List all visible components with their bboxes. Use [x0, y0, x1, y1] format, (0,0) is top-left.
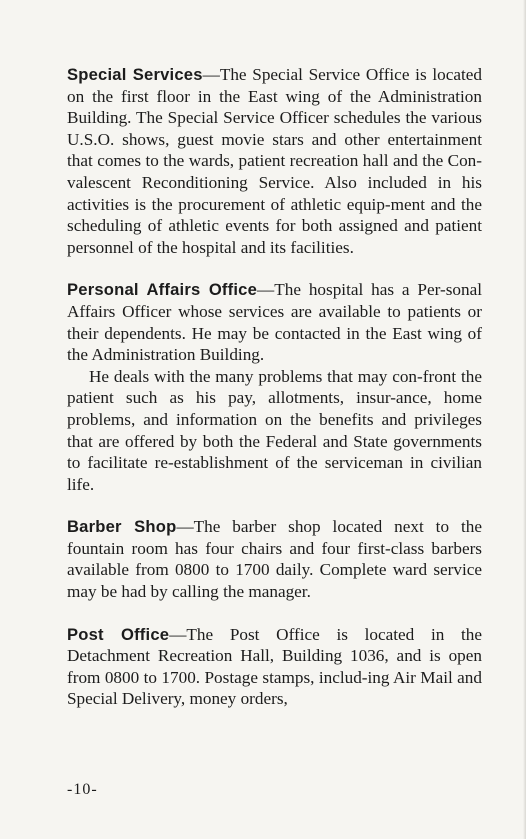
section-text: The hospital has a Per-sonal Affairs Officer whose services are available to patients or their dependents. He may be contacted in the East wing of the Administration Building. — [67, 280, 482, 365]
section-special-services — [67, 64, 482, 258]
heading-dash: — — [202, 65, 220, 84]
section-paragraph: He deals with the many problems that may con-front the patient such as his pay, allotments, insur-ance, home problems, and information on the benefits and privileges that are offered by both the Federal and State governments to facilitate re-establishment of the serviceman in civilian life. — [67, 366, 482, 494]
section-paragraph — [67, 279, 482, 365]
section-paragraph — [67, 64, 482, 258]
section-heading: Personal Affairs Office — [67, 280, 258, 300]
section-paragraph — [67, 516, 482, 602]
heading-dash: — — [169, 624, 187, 644]
section-personal-affairs-office — [67, 279, 482, 495]
section-text: The barber shop located next to the fountain room has four chairs and four first-class barbers available from 0800 to 1700 daily. Complete ward service may be had by calling the manager. — [67, 517, 482, 602]
section-text: The Special Service Office is located on the first floor in the East wing of the Administration Building. The Special Service Officer schedules the various U.S.O. shows, guest movie stars and other entertainment that comes to the wards, patient recreation hall and the Con-valescent Reconditioning Service. Also included in his activities is the procurement of athletic equip-ment and the scheduling of athletic events for both assigned and patient personnel of the hospital and its facilities. — [67, 65, 482, 257]
section-heading: Special Services — [67, 65, 203, 84]
section-heading: Barber Shop — [67, 517, 177, 537]
section-barber-shop — [67, 516, 482, 602]
section-text: The Post Office is located in the Detachment Recreation Hall, Building 1036, and is open from 0800 to 1700. Postage stamps, includ-ing Air Mail and Special Delivery, money orders, — [67, 624, 483, 709]
heading-dash: — — [257, 280, 275, 300]
section-post-office — [67, 624, 482, 710]
section-paragraph — [67, 624, 482, 710]
heading-dash: — — [176, 517, 194, 537]
section-heading: Post Office — [67, 624, 170, 644]
page-number: -10- — [67, 781, 98, 798]
